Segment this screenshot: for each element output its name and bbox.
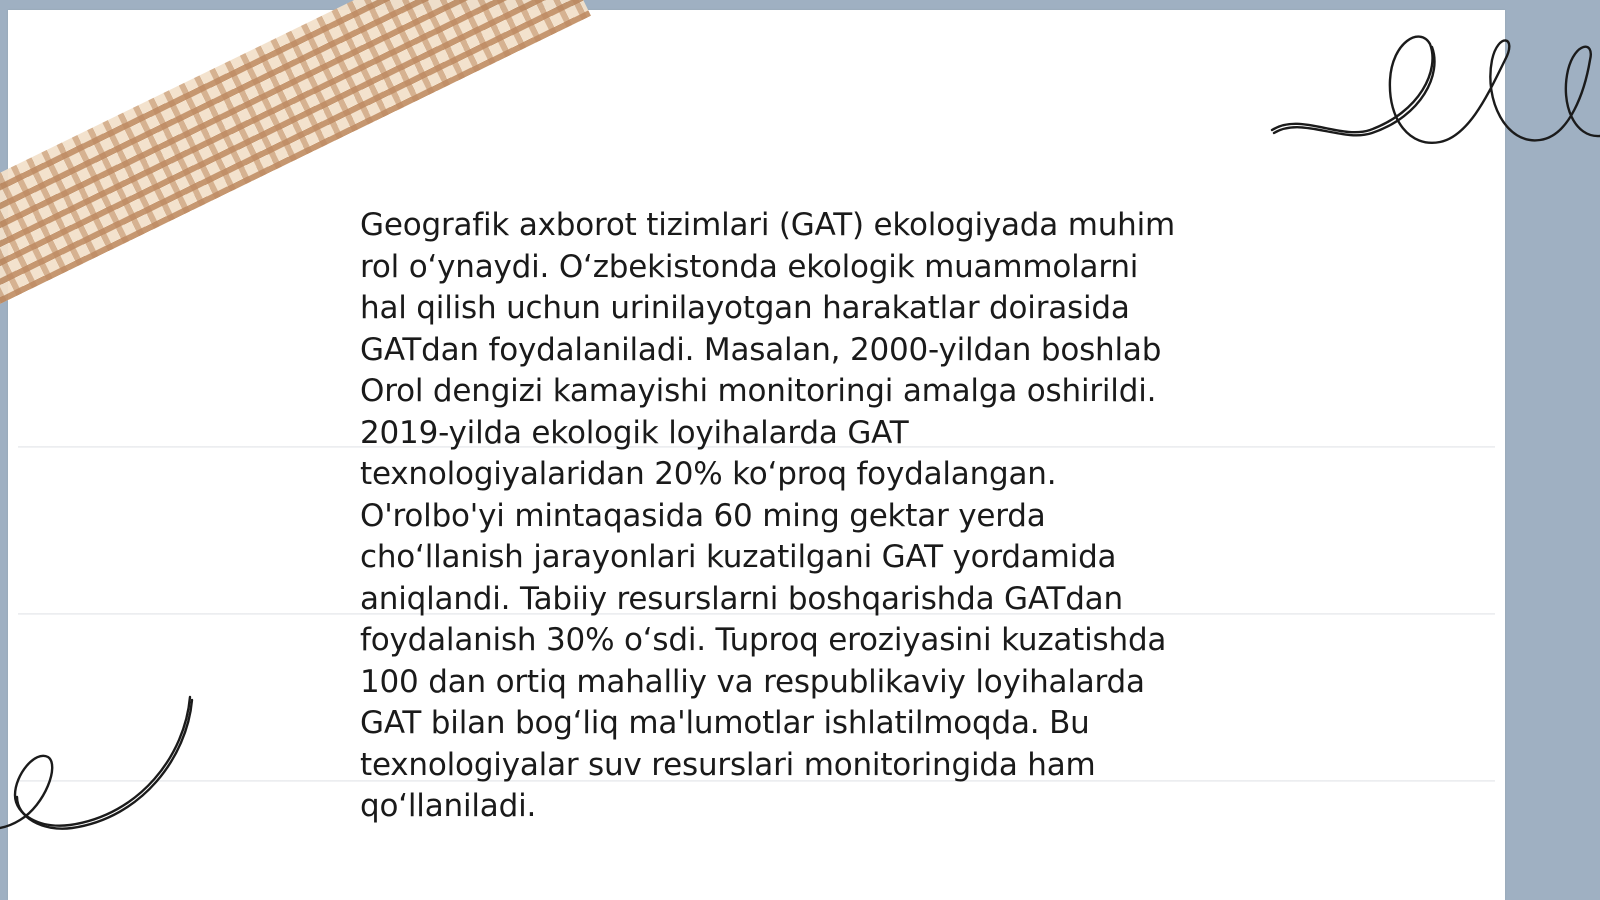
paragraph-line: hal qilish uchun urinilayotgan harakatlar doirasida [360,290,1130,326]
paragraph-line: qo‘llaniladi. [360,788,537,824]
paragraph-line: GAT bilan bog‘liq ma'lumotlar ishlatilmoqda. Bu [360,705,1090,741]
paragraph-line: foydalanish 30% o‘sdi. Tuproq eroziyasini kuzatishda [360,622,1167,658]
paragraph-line: GATdan foydalaniladi. Masalan, 2000-yildan boshlab [360,331,1162,368]
body-paragraph [360,205,1240,828]
paragraph-line: texnologiyalar suv resurslari monitoringida ham [360,746,1096,783]
paragraph-line: O'rolbo'yi mintaqasida 60 ming gektar yerda [360,497,1046,534]
paragraph-line: Geografik axborot tizimlari (GAT) ekologiyada muhim [360,207,1176,243]
paragraph-line: rol o‘ynaydi. O‘zbekistonda ekologik muammolarni [360,248,1139,285]
paragraph-line: Orol dengizi kamayishi monitoringi amalga oshirildi. [360,373,1157,409]
loop-doodle-icon [1270,30,1600,165]
swirl-doodle-icon [0,695,200,850]
paragraph-line: cho‘llanish jarayonlari kuzatilgani GAT yordamida [360,539,1117,575]
paragraph-line: 2019-yilda ekologik loyihalarda GAT [360,414,909,451]
paragraph-line: texnologiyalaridan 20% ko‘proq foydalangan. [360,456,1057,492]
paragraph-line: 100 dan ortiq mahalliy va respublikaviy loyihalarda [360,663,1145,700]
paragraph-line: aniqlandi. Tabiiy resurslarni boshqarishda GATdan [360,580,1123,617]
